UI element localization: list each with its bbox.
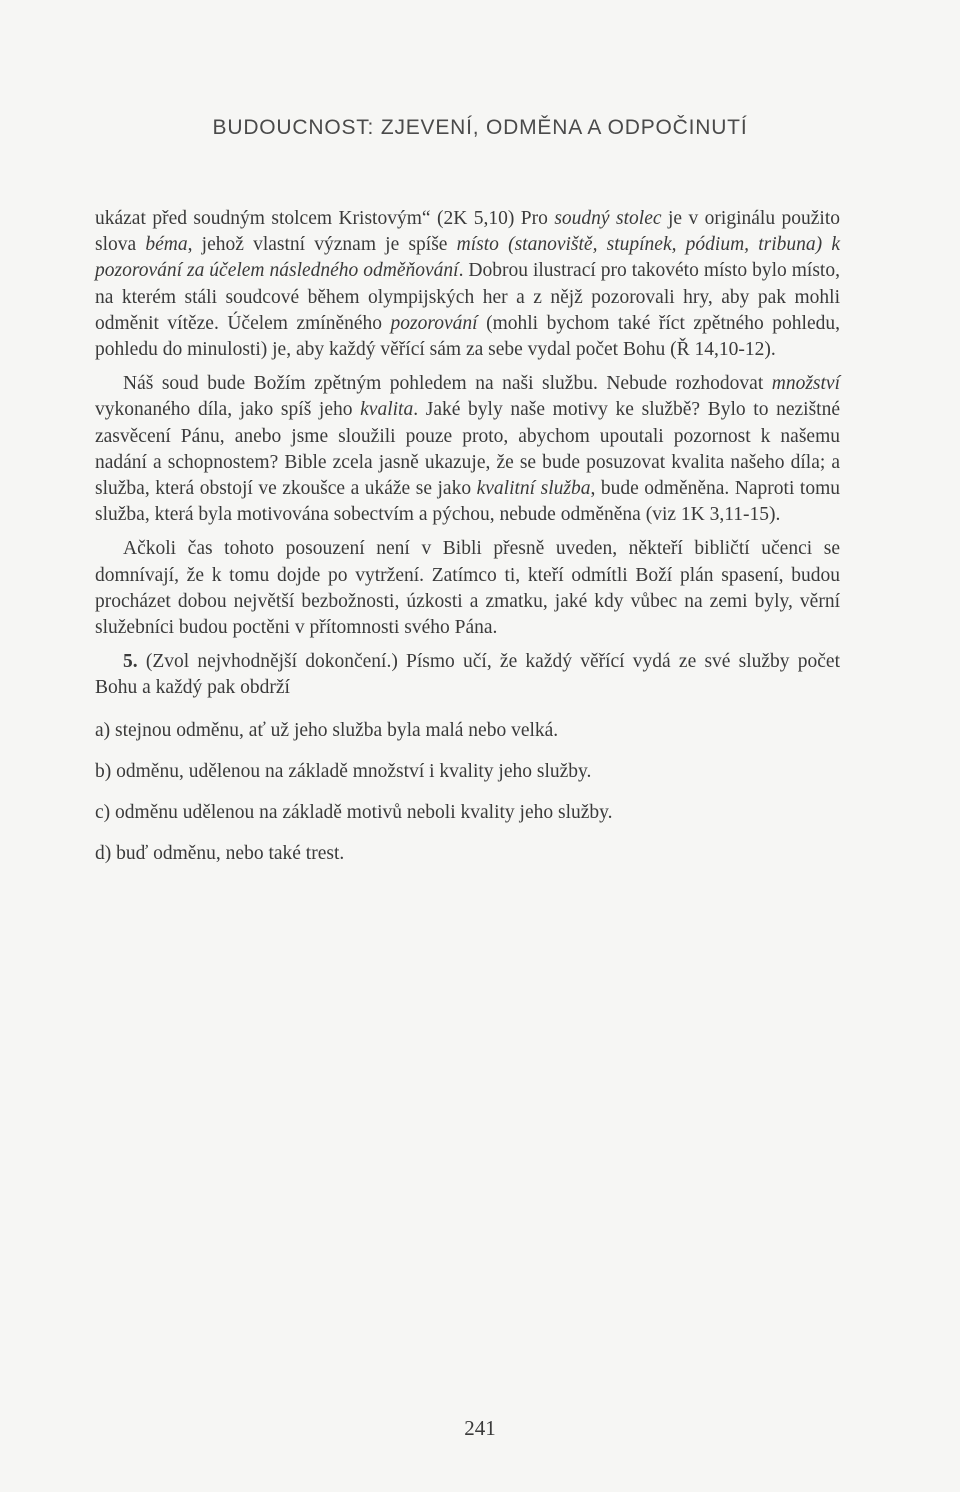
text-run: je v originálu použito slova <box>95 208 840 256</box>
question-text: (Zvol nejvhodnější dokončení.) Písmo učí, že každý věřící vydá ze své služby počet Bohu a každý pak obdrží <box>95 651 840 699</box>
italic-term: místo (stanoviště, stupínek, pódium, tribuna) k pozorování za účelem následného odměňování <box>95 234 840 282</box>
paragraph-timing: Ačkoli čas tohoto posouzení není v Bibli přesně uveden, někteří bibličtí učenci se domnívají, že k tomu dojde po vytržení. Zatímco ti, kteří odmítli Boží plán spasení, budou procházet dobou největší bezbožnosti, úzkosti a zmatku, jaké kdy vůbec na zemi byly, věrní služebníci budou poctěni v přítomnosti svého Pána. <box>95 538 840 639</box>
italic-term: pozorování <box>390 312 478 334</box>
option-d: d) buď odměnu, nebo také trest. <box>95 843 345 865</box>
text-run: , bude odměněna. Naproti tomu služba, která byla motivována sobectvím a pýchou, nebude odměněna (viz 1K 3,11-15). <box>95 478 840 526</box>
text-run: . Dobrou ilustrací pro takovéto místo bylo místo, na kterém stáli soudcové během olympijských her a z nějž pozorovali hry, aby pak mohli odměnit vítěze. Účelem zmíněného <box>95 260 840 334</box>
option-b: b) odměnu, udělenou na základě množství i kvality jeho služby. <box>95 760 592 782</box>
text-run: , jehož vlastní význam je spíše <box>187 234 457 256</box>
text-run: ukázat před soudným stolcem Kristovým“ (2K 5,10) Pro <box>95 208 555 229</box>
question-5 <box>95 649 840 701</box>
paragraph-bema <box>95 206 840 363</box>
body-text <box>95 206 840 867</box>
running-head: BUDOUCNOST: ZJEVENÍ, ODMĚNA A ODPOČINUTÍ <box>212 116 748 139</box>
option-a: a) stejnou odměnu, ať už jeho služba byla malá nebo velká. <box>95 719 559 741</box>
italic-term: béma <box>145 234 188 256</box>
question-number: 5. <box>123 651 138 673</box>
italic-term: soudný stolec <box>554 208 662 229</box>
italic-term: kvalita <box>360 399 414 421</box>
italic-term: kvalitní služba <box>476 478 591 500</box>
text-run: vykonaného díla, jako spíš jeho <box>95 399 361 421</box>
paragraph-judgement <box>95 371 840 528</box>
option-c: c) odměnu udělenou na základě motivů neboli kvality jeho služby. <box>95 802 613 824</box>
italic-term: množství <box>771 373 840 395</box>
text-run: (mohli bychom také říct zpětného pohledu, pohledu do minulosti) je, aby každý věřící sám za sebe vydal počet Bohu (Ř 14,10-12). <box>95 312 840 361</box>
text-run: Náš soud bude Božím zpětným pohledem na naši službu. Nebude rozhodovat <box>123 373 772 395</box>
text-run: . Jaké byly naše motivy ke službě? Bylo to nezištné zasvěcení Pánu, anebo jsme sloužili pouze proto, abychom upoutali pozornost k našemu nadání a schopnostem? Bible zcela jasně ukazuje, že se bude posuzovat kvalita našeho díla; a služba, která obstojí ve zkoušce a ukáže se jako <box>95 399 841 500</box>
page-number: 241 <box>464 1416 496 1440</box>
